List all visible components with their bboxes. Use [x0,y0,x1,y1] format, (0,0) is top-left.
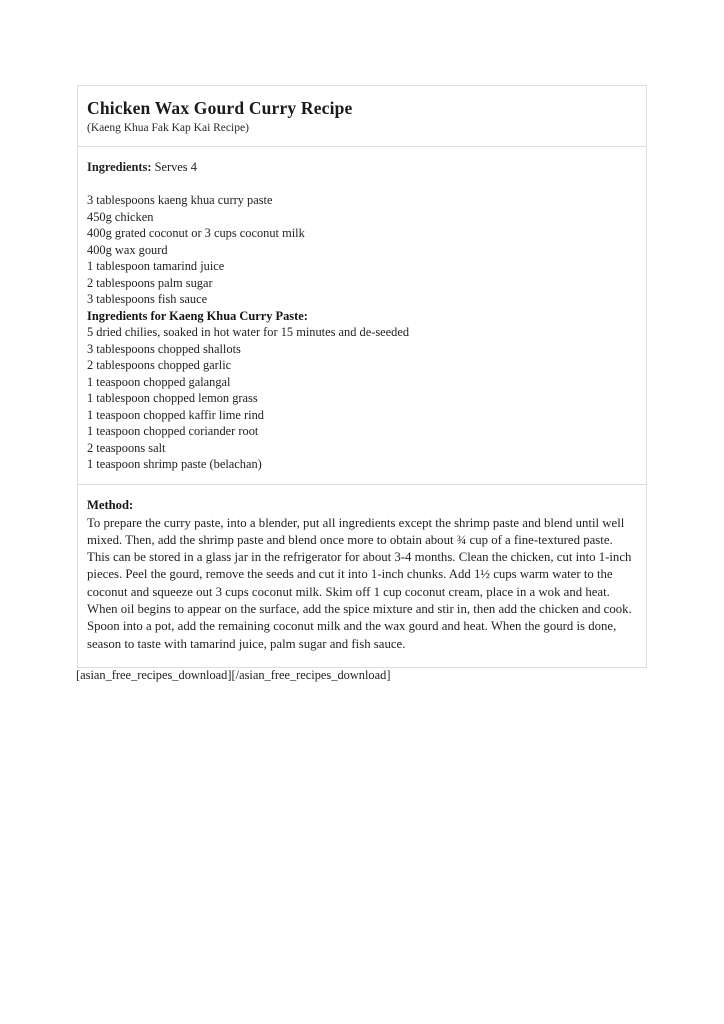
spacer-line [87,176,637,193]
method-heading: Method: [87,497,134,512]
ingredients-label: Ingredients: [87,160,152,175]
list-item: 1 tablespoon chopped lemon grass [87,391,258,406]
list-item: 400g wax gourd [87,242,168,257]
curry-paste-heading: Ingredients for Kaeng Khua Curry Paste: [87,308,308,323]
list-item: 3 tablespoons kaeng khua curry paste [87,193,273,208]
ingredients-list [87,192,637,473]
list-item: 1 teaspoon shrimp paste (belachan) [87,457,262,472]
recipe-subtitle: (Kaeng Khua Fak Kap Kai Recipe) [87,121,249,134]
list-item: 1 teaspoon chopped coriander root [87,424,259,439]
recipe-card [77,85,647,668]
list-item: 400g grated coconut or 3 cups coconut milk [87,226,305,241]
list-item: 2 tablespoons palm sugar [87,275,213,290]
shortcode-footer: [asian_free_recipes_download][/asian_free_recipes_download] [76,668,391,682]
list-item: 450g chicken [87,209,154,224]
list-item: 3 tablespoons fish sauce [87,292,208,307]
method-body: To prepare the curry paste, into a blender, put all ingredients except the shrimp paste and blend until well mixed. Then, add the shrimp paste and blend once more to obtain about ¾ cup of a fine-textured paste. This can be stored in a glass jar in the refrigerator for about 3-4 months. Clean the chicken, cut into 1-inch pieces. Peel the gourd, remove the seeds and cut it into 1-inch chunks. Add 1½ cups warm water to the coconut and squeeze out 3 cups coconut milk. Skim off 1 cup coconut cream, place in a wok and heat. When oil begins to appear on the surface, add the spice mixture and stir in, then add the chicken and cook. Spoon into a pot, add the remaining coconut milk and the wax gourd and heat. When the gourd is done, season to taste with tamarind juice, palm sugar and fish sauce. [87,515,632,651]
list-item: 5 dried chilies, soaked in hot water for 15 minutes and de-seeded [87,325,410,340]
ingredients-section [78,147,646,485]
list-item: 2 teaspoons salt [87,440,166,455]
method-section [78,485,646,668]
page-title: Chicken Wax Gourd Curry Recipe [87,98,353,118]
list-item: 2 tablespoons chopped garlic [87,358,232,373]
list-item: 1 teaspoon chopped kaffir lime rind [87,407,264,422]
list-item: 1 tablespoon tamarind juice [87,259,225,274]
serves-value: Serves 4 [154,160,197,175]
serves-line [87,159,637,176]
list-item: 3 tablespoons chopped shallots [87,341,241,356]
recipe-header-section [78,86,646,147]
list-item: 1 teaspoon chopped galangal [87,374,231,389]
